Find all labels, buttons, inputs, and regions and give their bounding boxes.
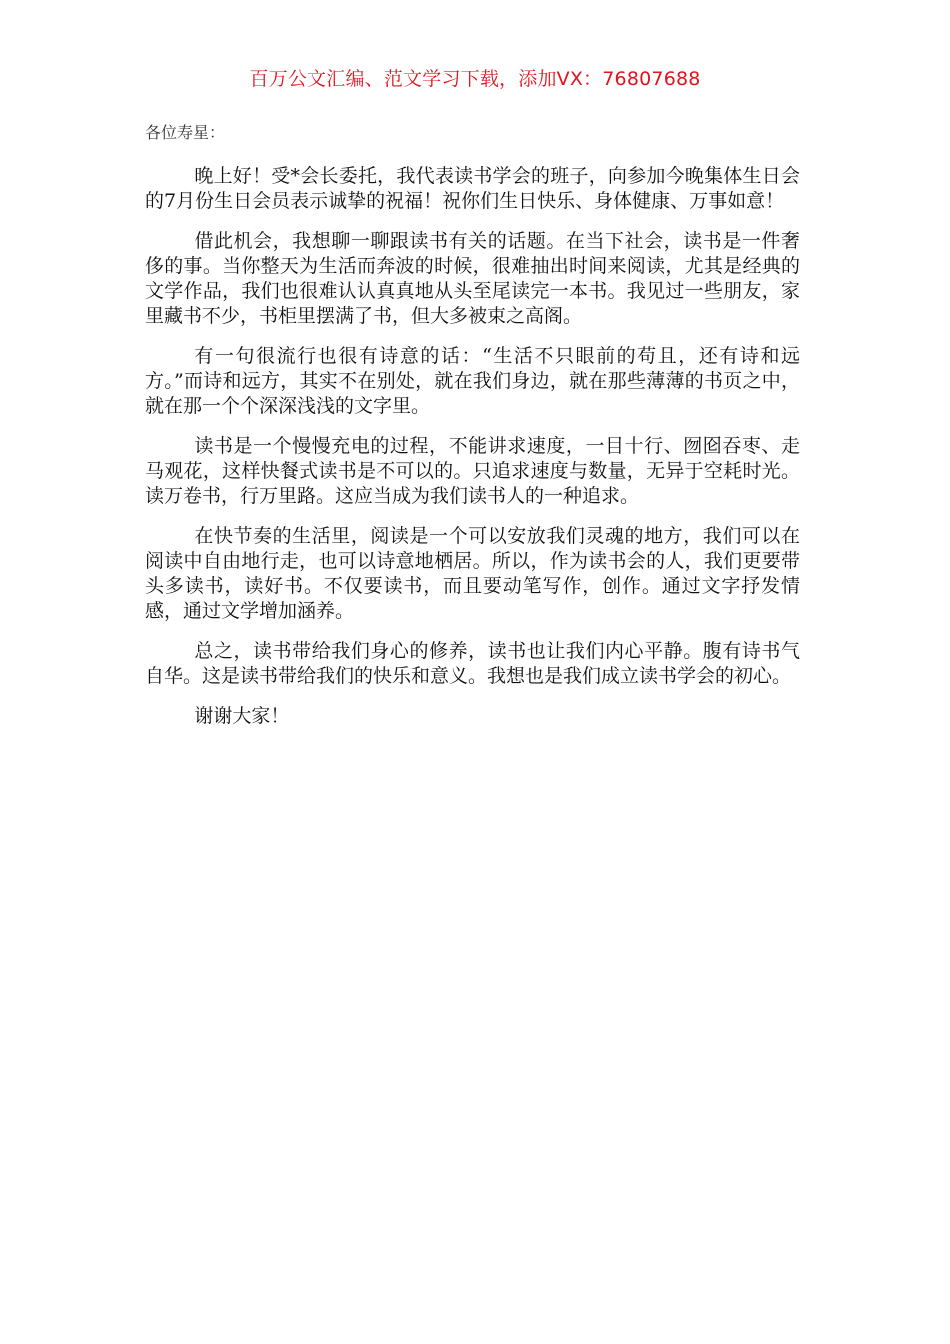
paragraph-poetry-quote: 有一句很流行也很有诗意的话：“生活不只眼前的苟且，还有诗和远方。”而诗和远方，其实不在别处，就在我们身边，就在那些薄薄的书页之中，就在那一个个深深浅浅的文字里。 xyxy=(145,345,800,417)
salutation: 各位寿星： xyxy=(145,123,226,142)
download-banner: 百万公文汇编、范文学习下载，添加VX：76807688 xyxy=(249,68,701,90)
paragraph-fast-paced-life: 在快节奏的生活里，阅读是一个可以安放我们灵魂的地方，我们可以在阅读中自由地行走，也可以诗意地栖居。所以，作为读书会的人，我们更要带头多读书，读好书。不仅要读书，而且要动笔写作，创作。通过文字抒发情感，通过文学增加涵养。 xyxy=(145,525,800,622)
closing-thanks: 谢谢大家！ xyxy=(194,705,290,727)
speech-body xyxy=(145,120,800,744)
paragraph-reading-topic: 借此机会，我想聊一聊跟读书有关的话题。在当下社会，读书是一件奢侈的事。当你整天为生活而奔波的时候，很难抽出时间来阅读，尤其是经典的文学作品，我们也很难认认真真地从头至尾读完一本书。我见过一些朋友，家里藏书不少，书柜里摆满了书，但大多被束之高阁。 xyxy=(145,230,800,327)
paragraph-slow-reading: 读书是一个慢慢充电的过程，不能讲求速度，一目十行、囫囵吞枣、走马观花，这样快餐式读书是不可以的。只追求速度与数量，无异于空耗时光。读万卷书，行万里路。这应当成为我们读书人的一种追求。 xyxy=(145,435,800,507)
paragraph-greeting: 晚上好！受*会长委托，我代表读书学会的班子，向参加今晚集体生日会的7月份生日会员表示诚挚的祝福！祝你们生日快乐、身体健康、万事如意！ xyxy=(145,165,800,212)
paragraph-conclusion: 总之，读书带给我们身心的修养，读书也让我们内心平静。腹有诗书气自华。这是读书带给我们的快乐和意义。我想也是我们成立读书学会的初心。 xyxy=(145,640,800,687)
